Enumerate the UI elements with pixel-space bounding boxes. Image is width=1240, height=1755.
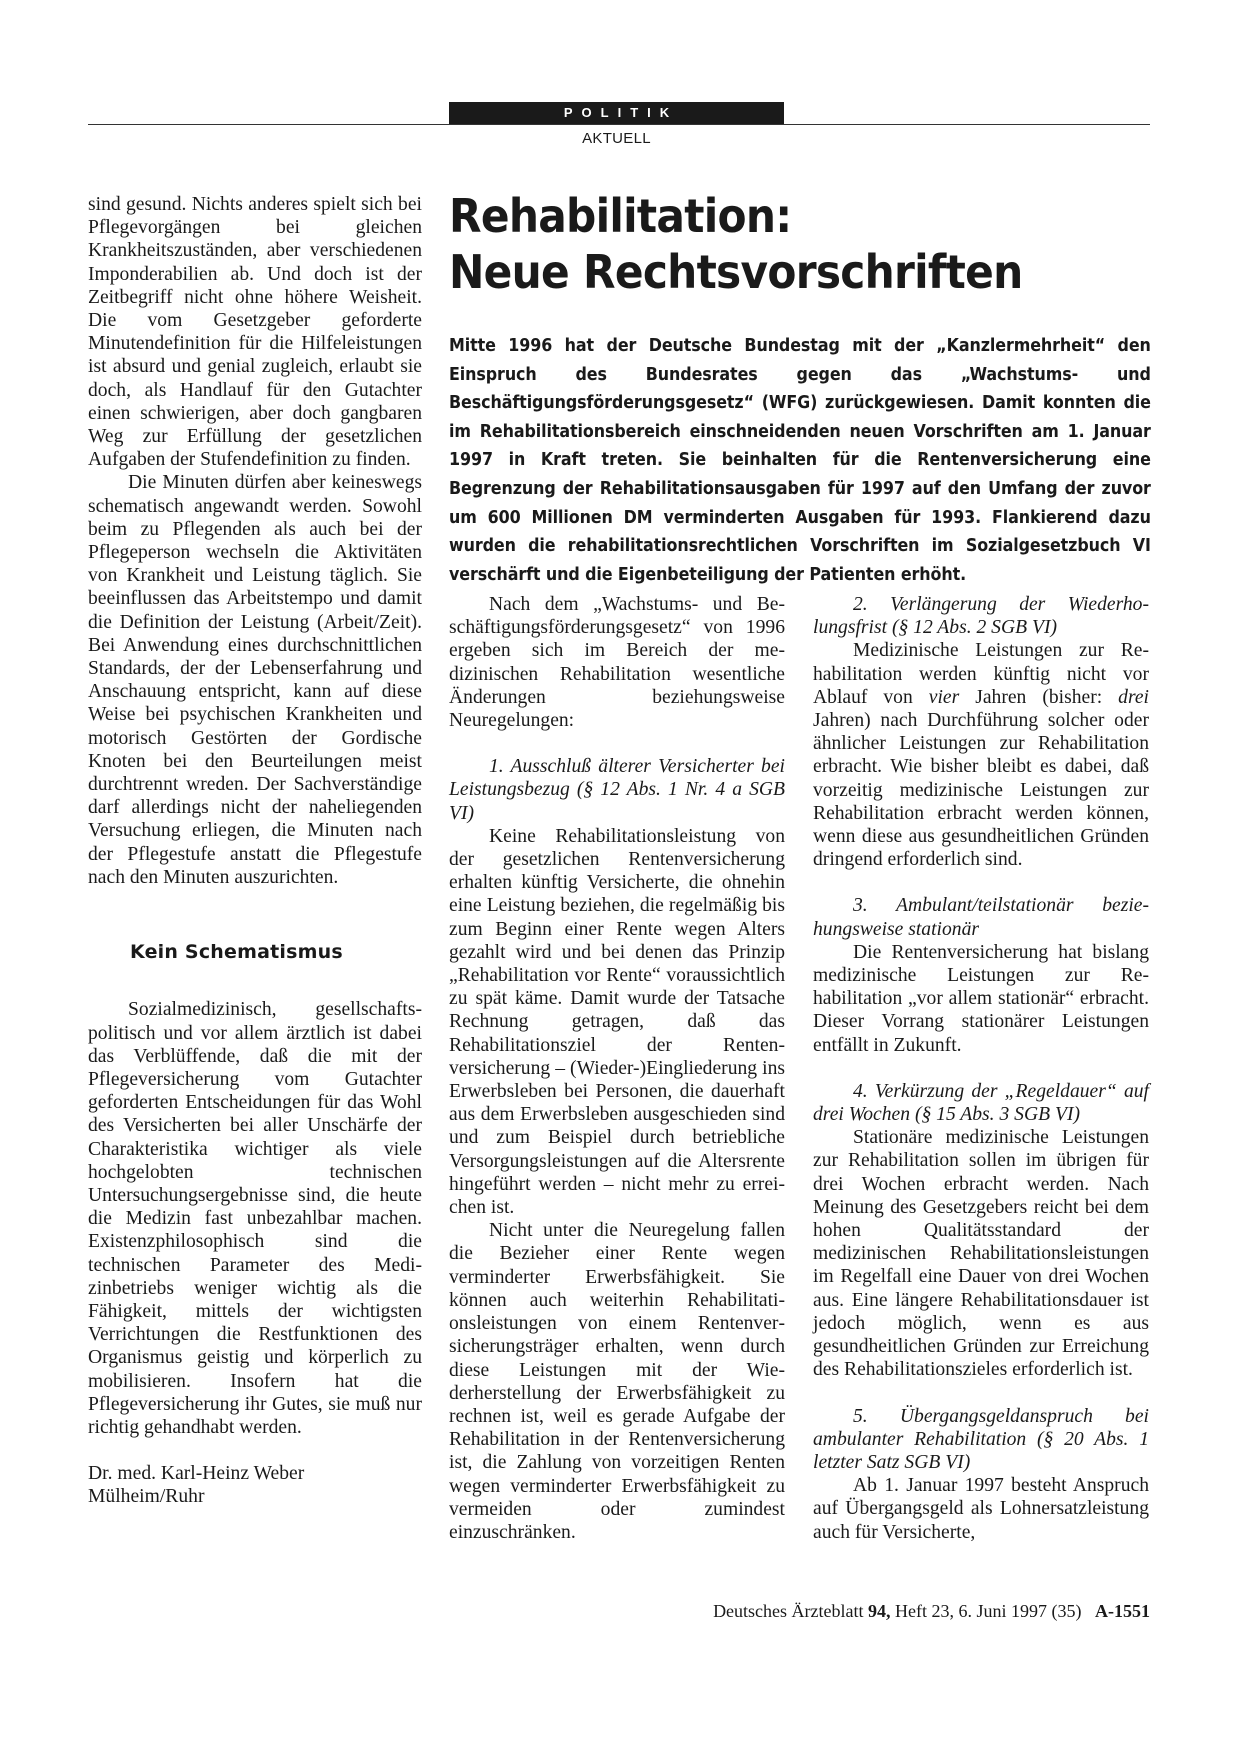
spacer [449, 732, 785, 755]
subsection-label: AKTUELL [582, 130, 651, 147]
emphasis-vier: vier [928, 686, 960, 708]
right-paragraph-4: Stationäre medizinische Leistungen zur Rehabilitation sollen im übrigen für drei Wochen erbracht werden. Nach Meinung des Gesetzgebers reicht bei dem hohen Qualitätsstandard der medizinischen Rehabilitationsleistungen im Regelfall eine Dauer von drei Wochen aus. Eine längere Rehabilitationsdauer ist jedoch möglich, wenn es aus gesundheitlichen Gründen zur Erreichung des Rehabilitationszieles erforderlich ist. [813, 1127, 1149, 1381]
left-paragraph-3: Sozialmedizinisch, gesellschaftspolitisch und vor allem ärztlich ist dabei das Verblüffende, daß die mit der Pflegeversicherung vom Gutachter geforderten Entscheidungen für das Wohl des Versicherten bei aller Unschärfe der Charakteristika wichtiger als viele hochgelobten technischen Untersuchungsergebnisse sind, die heute die Medizin fast unbezahlbar machen. Existenzphilosophisch sind die technischen Parameter des Medizinbetriebs weniger wichtig als die Fähigkeit, mittels der wichtigsten Verrichtungen die Restfunktionen des Organismus geistig und körperlich zu mobilisieren. Insofern hat die Pflegeversicherung ihr Gutes, sie muß nur richtig gehandhabt werden. [88, 999, 422, 1438]
spacer [88, 1439, 422, 1462]
kicker-heading: Kein Schematismus [130, 941, 343, 964]
subhead-2: 2. Verlängerung der Wiederholungsfrist (§ 12 Abs. 2 SGB VI) [813, 594, 1149, 639]
author-name: Dr. med. Karl-Heinz Weber [88, 1463, 305, 1485]
middle-paragraph-1: Keine Rehabilitationsleistung von der gesetzlichen Rentenversicherung erhalten künftig Versicherte, die ohnehin eine Leistung beziehen, die regelmäßig bis zum Beginn einer Rente wegen Alters gezahlt wird und bei denen das Prinzip „Rehabilitation vor Rente“ voraussichtlich zu spät käme. Damit wurde der Tatsache Rechnung getragen, daß das Rehabilitationsziel der Rentenversicherung – (Wieder-)Eingliederung ins Erwerbsleben bei Personen, die dauerhaft aus dem Erwerbsleben ausgeschieden sind und zum Beispiel durch betriebliche Versorgungsleistungen auf die Altersrente hingeführt werden – nicht mehr zu erreichen ist. [449, 825, 785, 1219]
spacer [813, 1057, 1149, 1080]
left-paragraph-1: sind gesund. Nichts anderes spielt sich bei Pflegevorgängen bei gleichen Krankheitszuständen, aber verschiedenen Imponderabilien ab. Und doch ist der Zeitbegriff nicht ohne höhere Weisheit. Die vom Gesetzgeber geforderte Minutendefinition für die Hilfeleistungen ist absurd und genial zugleich, erlaubt sie doch, als Handlauf für den Gutachter einen schwierigen, aber doch gangbaren Weg zur Erfüllung der gesetzlichen Aufgaben der Stufendefinition zu finden. [88, 194, 422, 471]
middle-paragraph-2: Nicht unter die Neuregelung fallen die Bezieher einer Rente wegen verminderter Erwerbsfähigkeit. Sie können auch weiterhin Rehabilitationsleistungen von einem Rentenversicherungsträger erhalten, wenn durch diese Leistungen mit der Wiederherstellung der Erwerbsfähigkeit zu rechnen ist, weil es gerade Aufgabe der Rehabilitation in der Rentenversicherung ist, die Zahlung von vorzeitigen Renten wegen verminderter Erwerbsfähigkeit zu vermeiden oder zumindest einzuschränken. [449, 1220, 785, 1543]
right-paragraph-5: Ab 1. Januar 1997 besteht Anspruch auf Übergangsgeld als Lohnersatzleistung auch für Versicherte, [813, 1475, 1149, 1543]
title-line-1: Rehabilitation: [449, 189, 792, 243]
text-span: Medizinische Leistungen zur Rehabilitation werden künftig nicht vor Ablauf von [813, 640, 1149, 708]
section-label: POLITIK [449, 102, 784, 124]
page-number: A-1551 [1095, 1601, 1150, 1621]
right-column [813, 593, 1149, 1544]
volume-number: 94, [868, 1601, 891, 1621]
subhead-4: 4. Verkürzung der „Regeldauer“ auf drei Wochen (§ 15 Abs. 3 SGB VI) [813, 1080, 1149, 1126]
right-paragraph-2 [813, 639, 1149, 871]
issue-info: Heft 23, 6. Juni 1997 (35) [895, 1601, 1082, 1621]
header-rule [88, 124, 1150, 125]
spacer [813, 871, 1149, 894]
title-line-2: Neue Rechtsvorschriften [449, 245, 1023, 299]
subhead-3: 3. Ambulant/teilstationär beziehungsweise stationär [813, 895, 1149, 940]
page-footer [713, 1601, 1150, 1622]
left-paragraph-2: Die Minuten dürfen aber keineswegs schematisch angewandt werden. Sowohl beim zu Pflegenden als auch bei der Pflegeperson wechseln die Aktivitäten von Krankheit und Leistung täglich. Sie beeinflussen das Arbeitstempo und damit die Definition der Leistung (Arbeit/Zeit). Bei Anwendung eines durchschnittlichen Standards, der der Lebenserfahrung und Anschauung entspricht, kann auf diese Weise bei psychischen Krankheiten und motorisch Gestörten der Gordische Knoten bei den Beurteilungen meist durchtrennt wreden. Der Sachverständige darf allerdings nicht der naheliegenden Versuchung erliegen, die Minuten nach der Pflegestufe anstatt die Pflegestufe nach den Minuten auszurichten. [88, 472, 422, 888]
emphasis-drei: drei [1118, 686, 1149, 708]
text-span: Jahren (bisher: [959, 686, 1119, 708]
left-column [88, 193, 422, 1509]
right-paragraph-3: Die Rentenversicherung hat bislang medizinische Leistungen zur Rehabilitation „vor allem stationär“ erbracht. Dieser Vorrang stationärer Leistungen entfällt in Zukunft. [813, 941, 1149, 1056]
article-title [449, 188, 1102, 300]
spacer [813, 1382, 1149, 1405]
subhead-5: 5. Übergangsgeldanspruch bei ambulanter Rehabilitation (§ 20 Abs. 1 letzter Satz SGB VI) [813, 1405, 1149, 1473]
article-lead: Mitte 1996 hat der Deutsche Bundestag mit der „Kanzlermehrheit“ den Einspruch des Bundesrates gegen das „Wachstums- und Beschäftigungsförderungsgesetz“ (WFG) zurückgewiesen. Damit konnten die im Rehabilitationsbereich einschneidenden neuen Vorschriften am 1. Januar 1997 in Kraft treten. Sie beinhalten für die Rentenversicherung eine Begrenzung der Rehabilitationsausgaben für 1997 auf den Umfang der zuvor um 600 Millionen DM verminderten Ausgaben für 1993. Flankierend dazu wurden die rehabilitationsrechtlichen Vorschriften im Sozialgesetzbuch VI verschärft und die Eigenbeteiligung der Patienten erhöht. [449, 336, 1151, 585]
journal-name: Deutsches Ärzteblatt [713, 1601, 864, 1621]
middle-column [449, 593, 785, 1544]
subhead-1: 1. Ausschluß älterer Versicherter bei Leistungsbezug (§ 12 Abs. 1 Nr. 4 a SGB VI) [449, 756, 785, 824]
author-place: Mülheim/Ruhr [88, 1486, 205, 1508]
intro-paragraph: Nach dem „Wachstums- und Beschäftigungsförderungsgesetz“ von 1996 ergeben sich im Bereich der medizinischen Rehabilitation wesentliche Änderungen beziehungsweise Neuregelungen: [449, 594, 785, 732]
text-span: Jahren) nach Durchführung solcher oder ähnlicher Leistungen zur Rehabilitation erbracht. Wie bisher bleibt es dabei, daß vorzeitig medizinische Leistungen zur Rehabilitation erbracht werden können, wenn diese aus gesundheitlichen Gründen dringend erforderlich sind. [813, 710, 1149, 871]
